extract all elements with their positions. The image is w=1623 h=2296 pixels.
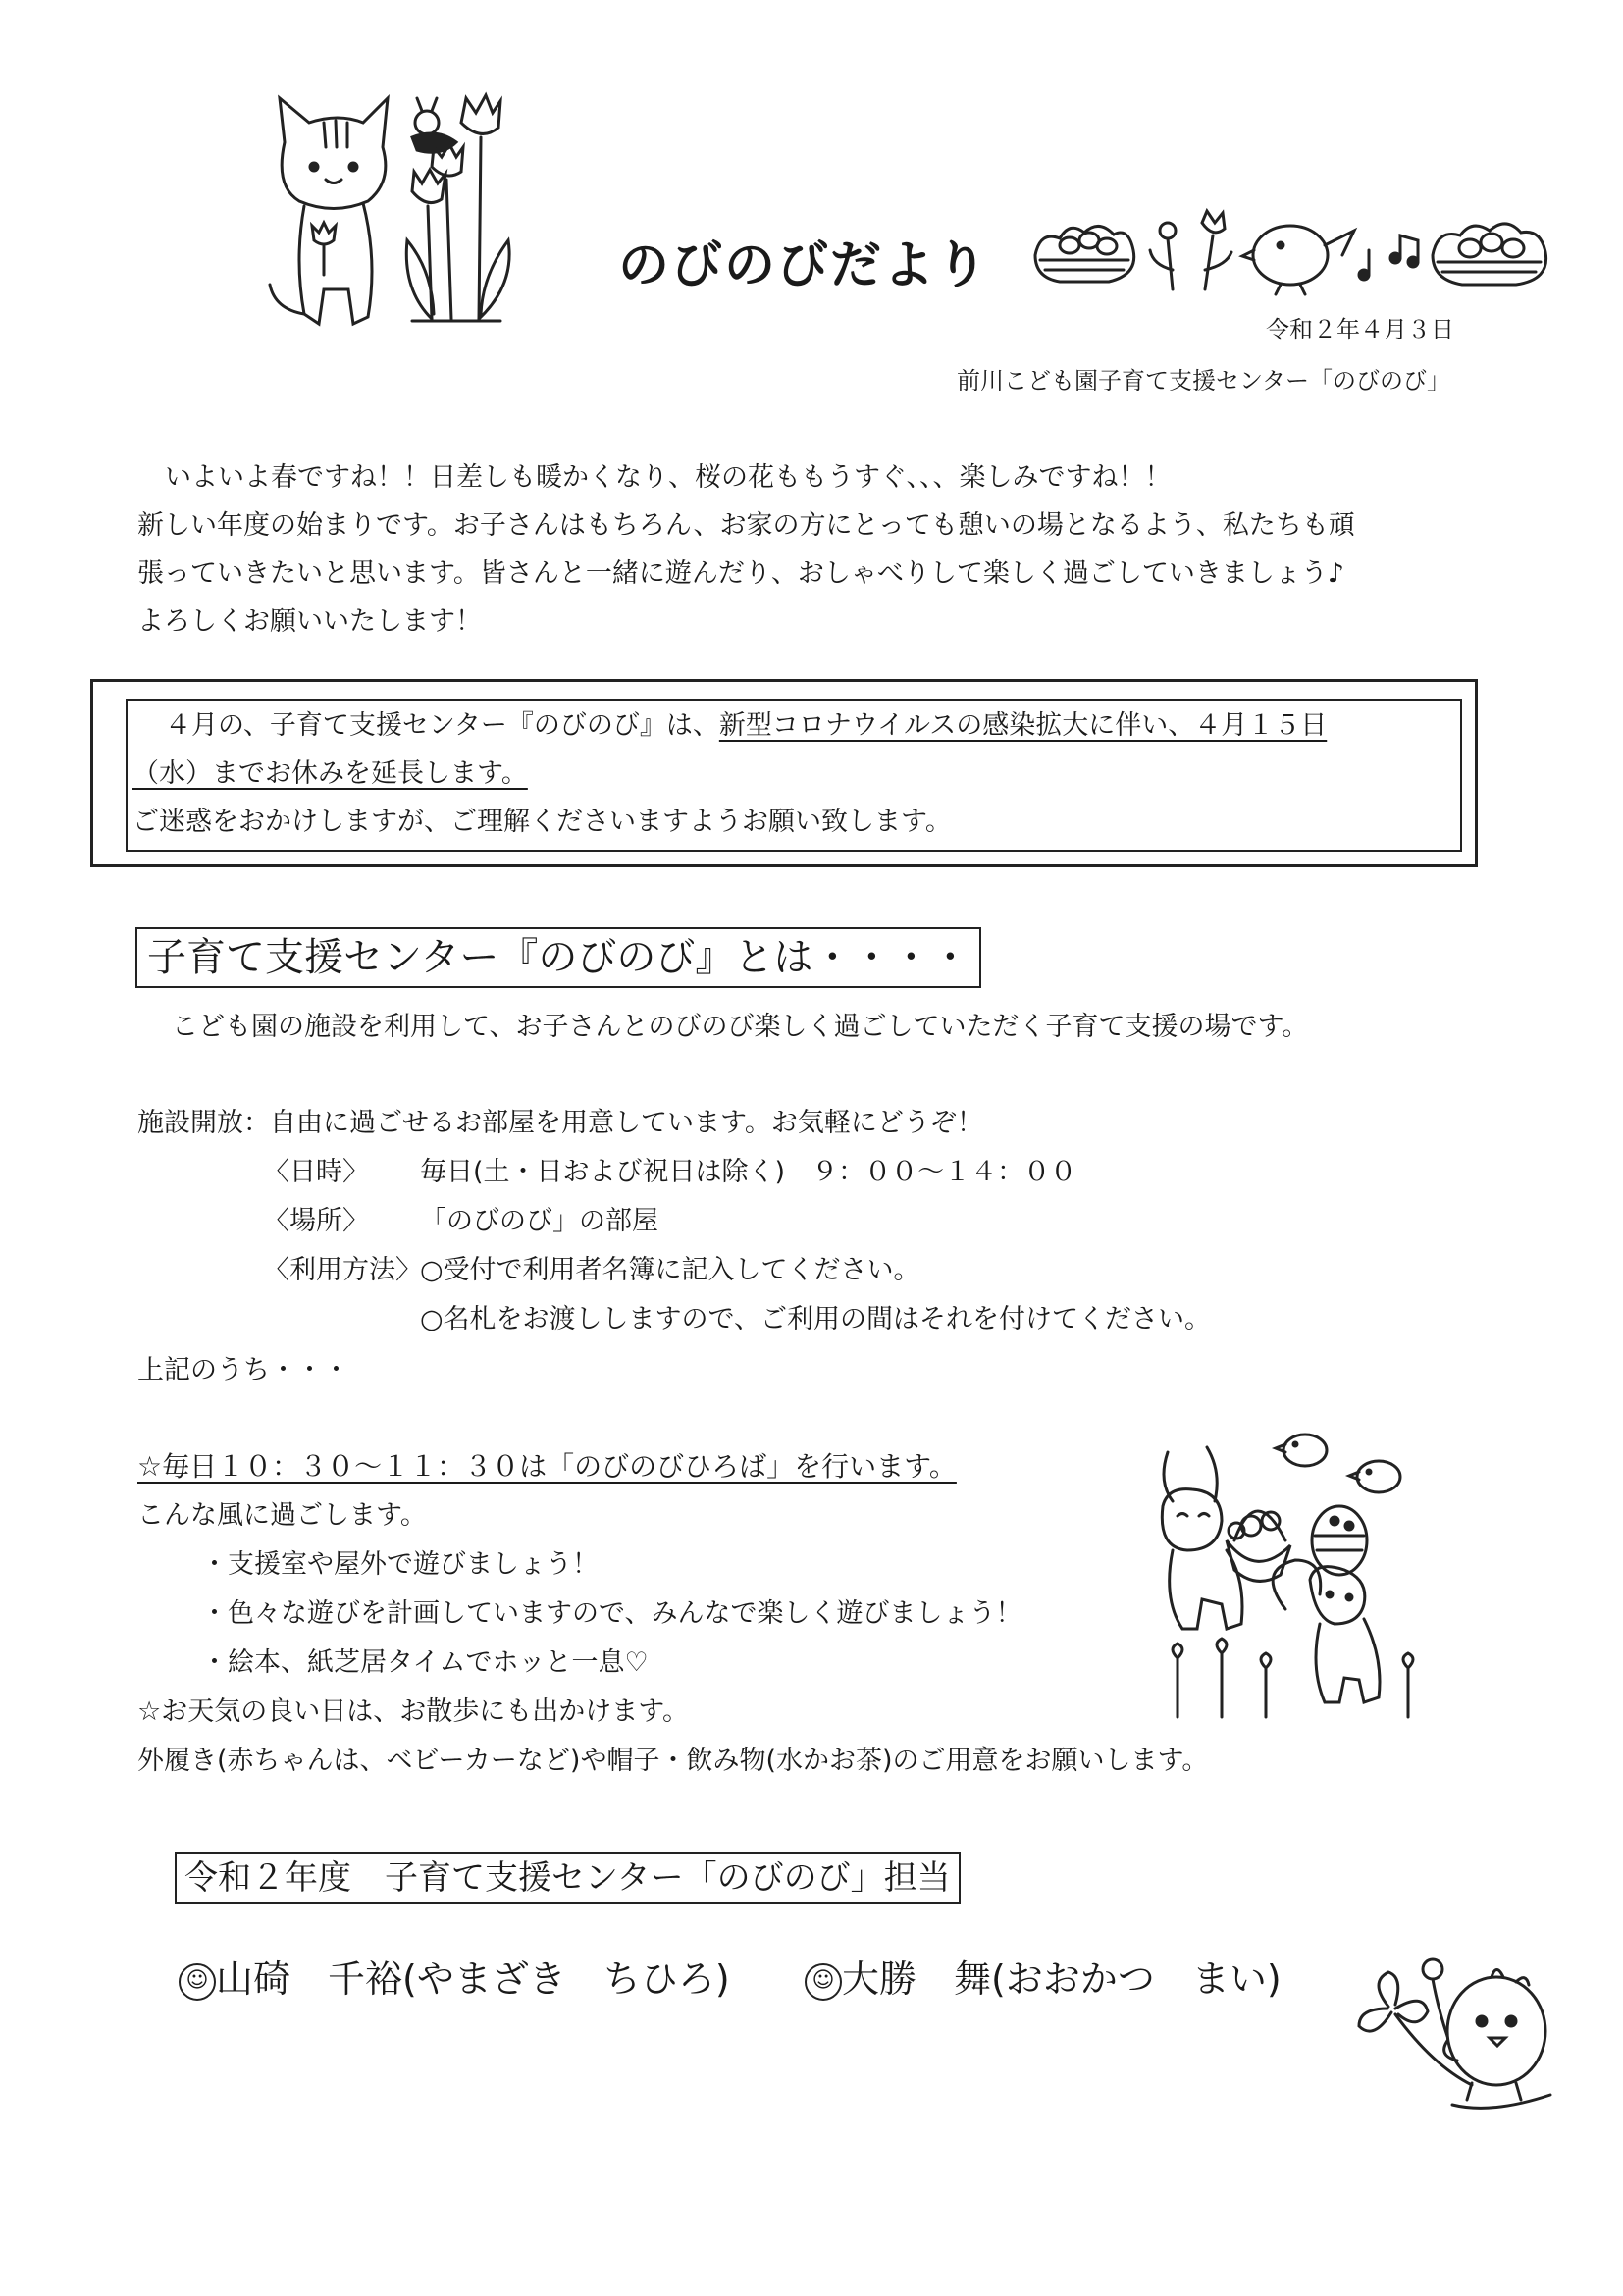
staff-member-2 xyxy=(805,1955,1282,2004)
newsletter-title: のびのびだより xyxy=(618,236,990,295)
usage-label: 〈利用方法〉 xyxy=(263,1255,422,1285)
staff-member-2-name: 大勝 舞(おおかつ まい) xyxy=(842,1957,1282,2001)
time-label: 〈日時〉 xyxy=(263,1157,369,1187)
hiroba-walk: ☆お天気の良い日は、お散歩にも出かけます。 xyxy=(137,1696,690,1727)
intro-line-1: いよいよ春ですね！！日差しも暖かくなり、桜の花ももうすぐ、、、楽しみですね！！ xyxy=(165,462,1172,493)
notice-line-2: （水）までお休みを延長します。 xyxy=(132,758,528,789)
staff-member-1-name: 山碕 千裕(やまざき ちひろ) xyxy=(216,1957,730,2001)
smile-icon: ☺ xyxy=(179,1963,216,2001)
issue-date: 令和２年４月３日 xyxy=(1266,316,1454,343)
notice-line-1-prefix: ４月の、子育て支援センター『のびのび』は、 xyxy=(165,710,719,741)
usage-value-1: ○受付で利用者名簿に記入してください。 xyxy=(420,1255,920,1285)
facility-intro: 施設開放：自由に過ごせるお部屋を用意しています。お気軽にどうぞ！ xyxy=(137,1108,983,1138)
above-note: 上記のうち・・・ xyxy=(137,1355,349,1385)
hiroba-item-1: ・支援室や屋外で遊びましょう！ xyxy=(201,1549,599,1580)
chick-clover-illustration-icon xyxy=(1344,1948,1560,2124)
intro-line-2: 新しい年度の始まりです。お子さんはもちろん、お家の方にとっても憩いの場となるよう、私たちも頑 xyxy=(137,510,1355,541)
intro-line-3: 張っていきたいと思います。皆さんと一緒に遊んだり、おしゃべりして楽しく過ごしていきましょう♪ xyxy=(137,558,1345,589)
time-value: 毎日(土・日および祝日は除く) ９：００〜１４：００ xyxy=(420,1157,1077,1187)
notice-line-3: ご迷惑をおかけしますが、ご理解くださいますようお願い致します。 xyxy=(132,807,952,837)
rabbit-squirrel-illustration-icon xyxy=(1148,1423,1442,1737)
organization-name: 前川こども園子育て支援センター「のびのび」 xyxy=(957,367,1451,394)
place-value: 「のびのび」の部屋 xyxy=(420,1206,658,1236)
nest-bird-decoration-icon xyxy=(1030,201,1560,299)
intro-line-4: よろしくお願いいたします！ xyxy=(137,606,482,637)
about-description: こども園の施設を利用して、お子さんとのびのび楽しく過ごしていただく子育て支援の場です。 xyxy=(172,1012,1309,1042)
staff-heading: 令和２年度 子育て支援センター「のびのび」担当 xyxy=(175,1852,961,1904)
staff-member-1 xyxy=(179,1955,730,2004)
smile-icon: ☺ xyxy=(805,1963,842,2001)
hiroba-request: 外履き(赤ちゃんは、ベビーカーなど)や帽子・飲み物(水かお茶)のご用意をお願いします。 xyxy=(137,1746,1209,1776)
hiroba-item-3: ・絵本、紙芝居タイムでホッと一息♡ xyxy=(201,1647,649,1678)
usage-value-2: ○名札をお渡ししますので、ご利用の間はそれを付けてください。 xyxy=(420,1304,1212,1334)
about-heading: 子育て支援センター『のびのび』とは・・・・ xyxy=(135,927,981,988)
cat-tulip-illustration-icon xyxy=(265,93,579,358)
hiroba-heading: ☆毎日１０：３０〜１１：３０は「のびのびひろば」を行います。 xyxy=(137,1450,957,1483)
hiroba-item-2: ・色々な遊びを計画していますので、みんなで楽しく遊びましょう！ xyxy=(201,1598,1022,1629)
notice-line-1 xyxy=(165,702,1327,750)
notice-line-1-underlined: 新型コロナウイルスの感染拡大に伴い、４月１５日 xyxy=(718,710,1328,741)
place-label: 〈場所〉 xyxy=(263,1206,369,1236)
hiroba-intro: こんな風に過ごします。 xyxy=(137,1500,427,1531)
